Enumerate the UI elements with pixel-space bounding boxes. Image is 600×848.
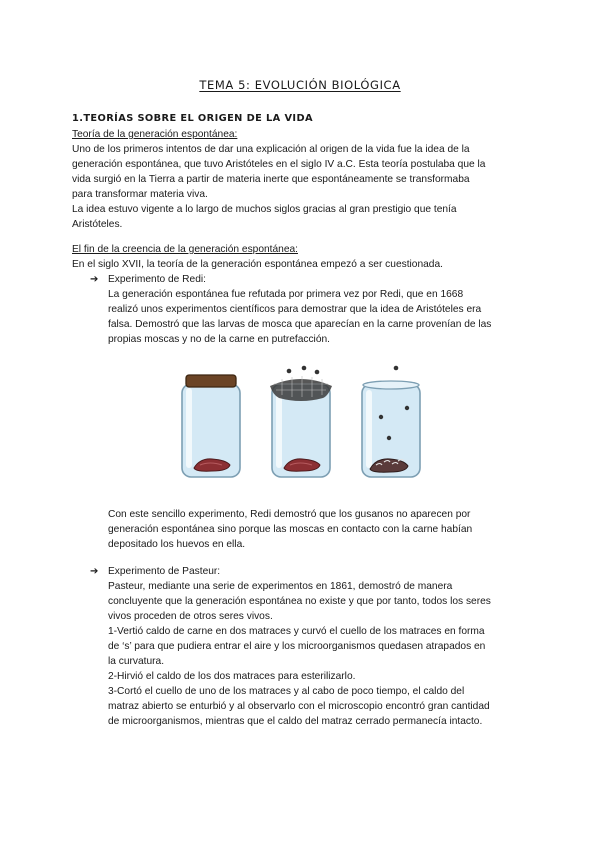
paragraph-line: de microorganismos, mientras que el caldo del matraz cerrado permanecía intacto. [108,716,483,727]
section-heading: 1.TEORÍAS SOBRE EL ORIGEN DE LA VIDA [72,113,313,124]
arrow-icon: ➔ [90,274,99,285]
list-item-label: Experimento de Redi: [108,274,206,285]
end-of-belief-section [72,242,532,272]
page-title: TEMA 5: EVOLUCIÓN BIOLÓGICA [199,78,401,92]
arrow-icon: ➔ [90,566,99,577]
paragraph-line: En el siglo XVII, la teoría de la generación espontánea empezó a ser cuestionada. [72,259,443,270]
paragraph-line: realizó unos experimentos científicos para demostrar que la idea de Aristóteles era [108,304,482,315]
subsection-title: Teoría de la generación espontánea: [72,129,238,140]
paragraph-line: de ‘s’ para que pudiera entrar el aire y los microorganismos quedasen atrapados en [108,641,486,652]
subsection-title: El fin de la creencia de la generación espontánea: [72,244,298,255]
paragraph-line: generación espontánea sino porque las moscas en contacto con la carne habían [108,524,473,535]
paragraph-line: Uno de los primeros intentos de dar una explicación al origen de la vida fue la idea de la [72,144,470,155]
paragraph-line: matraz abierto se enturbió y al observarlo con el microscopio encontró gran cantidad [108,701,490,712]
paragraph-line: vida surgió en la Tierra a partir de materia inerte que espontáneamente se transformaba [72,174,470,185]
paragraph-line: 2-Hirvió el caldo de los dos matraces para esterilizarlo. [108,671,356,682]
paragraph-line: la curvatura. [108,656,165,667]
list-item-label: Experimento de Pasteur: [108,566,221,577]
paragraph-line: vivos proceden de otros seres vivos. [108,611,273,622]
redi-conclusion [108,507,533,552]
spontaneous-generation-section [72,127,532,232]
redi-description [108,287,533,347]
paragraph-line: para transformar materia viva. [72,189,208,200]
paragraph-line: La idea estuvo vigente a lo largo de muchos siglos gracias al gran prestigio que tenía [72,204,457,215]
paragraph-line: Aristóteles. [72,219,123,230]
paragraph-line: depositado los huevos en ella. [108,539,246,550]
paragraph-line: generación espontánea, que tuvo Aristóteles en el siglo IV a.C. Esta teoría postulaba que la [72,159,486,170]
paragraph-line: Con este sencillo experimento, Redi demostró que los gusanos no aparecen por [108,509,471,520]
paragraph-line: 3-Cortó el cuello de uno de los matraces y al cabo de poco tiempo, el caldo del [108,686,465,697]
paragraph-line: propias moscas y no de la carne en putrefacción. [108,334,330,345]
paragraph-line: Pasteur, mediante una serie de experimentos en 1861, demostró de manera [108,581,453,592]
sealed-jar [182,375,240,477]
pasteur-description [108,579,533,729]
paragraph-line: falsa. Demostró que las larvas de mosca que aparecían en la carne provenían de las [108,319,492,330]
gauze-jar [270,366,332,477]
open-jar [362,366,420,477]
paragraph-line: 1-Vertió caldo de carne en dos matraces y curvó el cuello de los matraces en forma [108,626,485,637]
redi-jars-illustration [176,362,426,480]
paragraph-line: La generación espontánea fue refutada por primera vez por Redi, que en 1668 [108,289,464,300]
paragraph-line: concluyente que la generación espontánea no existe y que por tanto, todos los seres [108,596,491,607]
